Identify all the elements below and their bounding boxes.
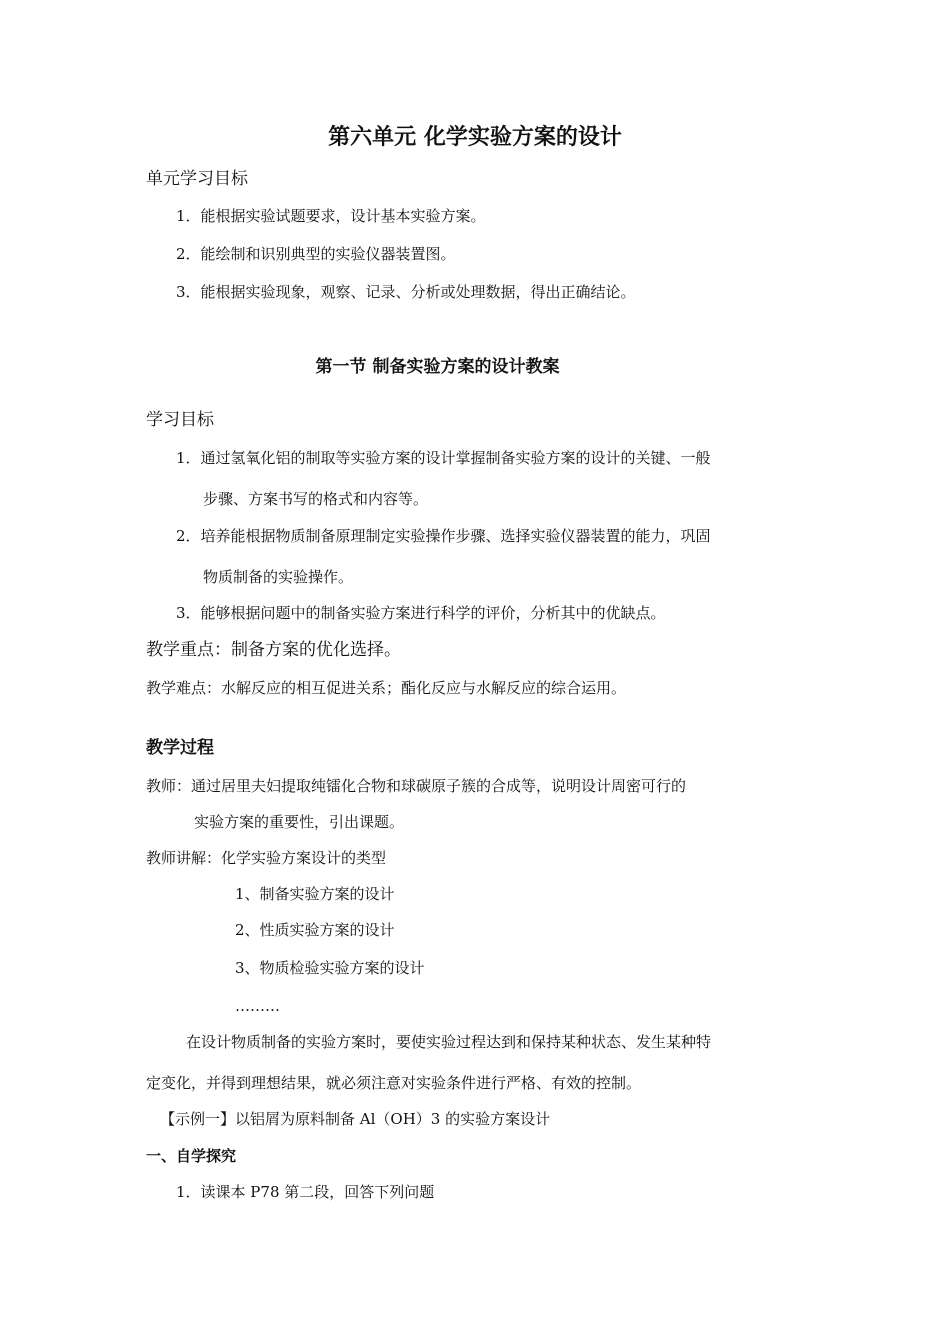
teaching-process-heading: 教学过程: [146, 738, 214, 758]
unit-goal-item-1: 1．能根据实验试题要求，设计基本实验方案。: [176, 207, 486, 225]
design-type-3: 3、物质检验实验方案的设计: [235, 959, 425, 977]
document-title: 第六单元 化学实验方案的设计: [328, 124, 622, 150]
study-goals-heading: 学习目标: [146, 410, 214, 430]
study-goal-line-1-cont: 步骤、方案书写的格式和内容等。: [203, 490, 429, 508]
paragraph-line-1: 在设计物质制备的实验方案时，要使实验过程达到和保持某种状态、发生某种特: [186, 1033, 712, 1051]
teaching-difficulty: 教学难点：水解反应的相互促进关系；酯化反应与水解反应的综合运用。: [146, 679, 627, 697]
unit-goal-item-3: 3．能根据实验现象，观察、记录、分析或处理数据，得出正确结论。: [176, 283, 636, 301]
self-study-item-1: 1．读课本 P78 第二段，回答下列问题: [176, 1183, 435, 1201]
paragraph-line-2: 定变化，并得到理想结果，就必须注意对实验条件进行严格、有效的控制。: [146, 1074, 642, 1092]
teaching-key-point: 教学重点：制备方案的优化选择。: [146, 640, 401, 660]
teacher-explain: 教师讲解：化学实验方案设计的类型: [146, 849, 387, 867]
unit-goal-item-2: 2．能绘制和识别典型的实验仪器装置图。: [176, 245, 456, 263]
design-type-2: 2、性质实验方案的设计: [235, 921, 395, 939]
teacher-intro: 教师：通过居里夫妇提取纯镭化合物和球碳原子簇的合成等，说明设计周密可行的: [146, 777, 687, 795]
study-goal-line-1: 1．通过氢氧化铝的制取等实验方案的设计掌握制备实验方案的设计的关键、一般: [176, 449, 711, 467]
study-goal-line-2-cont: 物质制备的实验操作。: [203, 568, 354, 586]
study-goal-line-3: 3．能够根据问题中的制备实验方案进行科学的评价，分析其中的优缺点。: [176, 604, 666, 622]
design-type-ellipsis: ………: [235, 997, 280, 1015]
example-one: 【示例一】以铝屑为原料制备 Al（OH）3 的实验方案设计: [160, 1110, 551, 1128]
teacher-intro-cont: 实验方案的重要性，引出课题。: [194, 813, 405, 831]
design-type-1: 1、制备实验方案的设计: [235, 885, 395, 903]
study-goal-line-2: 2．培养能根据物质制备原理制定实验操作步骤、选择实验仪器装置的能力，巩固: [176, 527, 711, 545]
unit-goals-heading: 单元学习目标: [146, 169, 248, 189]
section-title: 第一节 制备实验方案的设计教案: [315, 357, 560, 377]
self-study-heading: 一、自学探究: [146, 1147, 237, 1165]
